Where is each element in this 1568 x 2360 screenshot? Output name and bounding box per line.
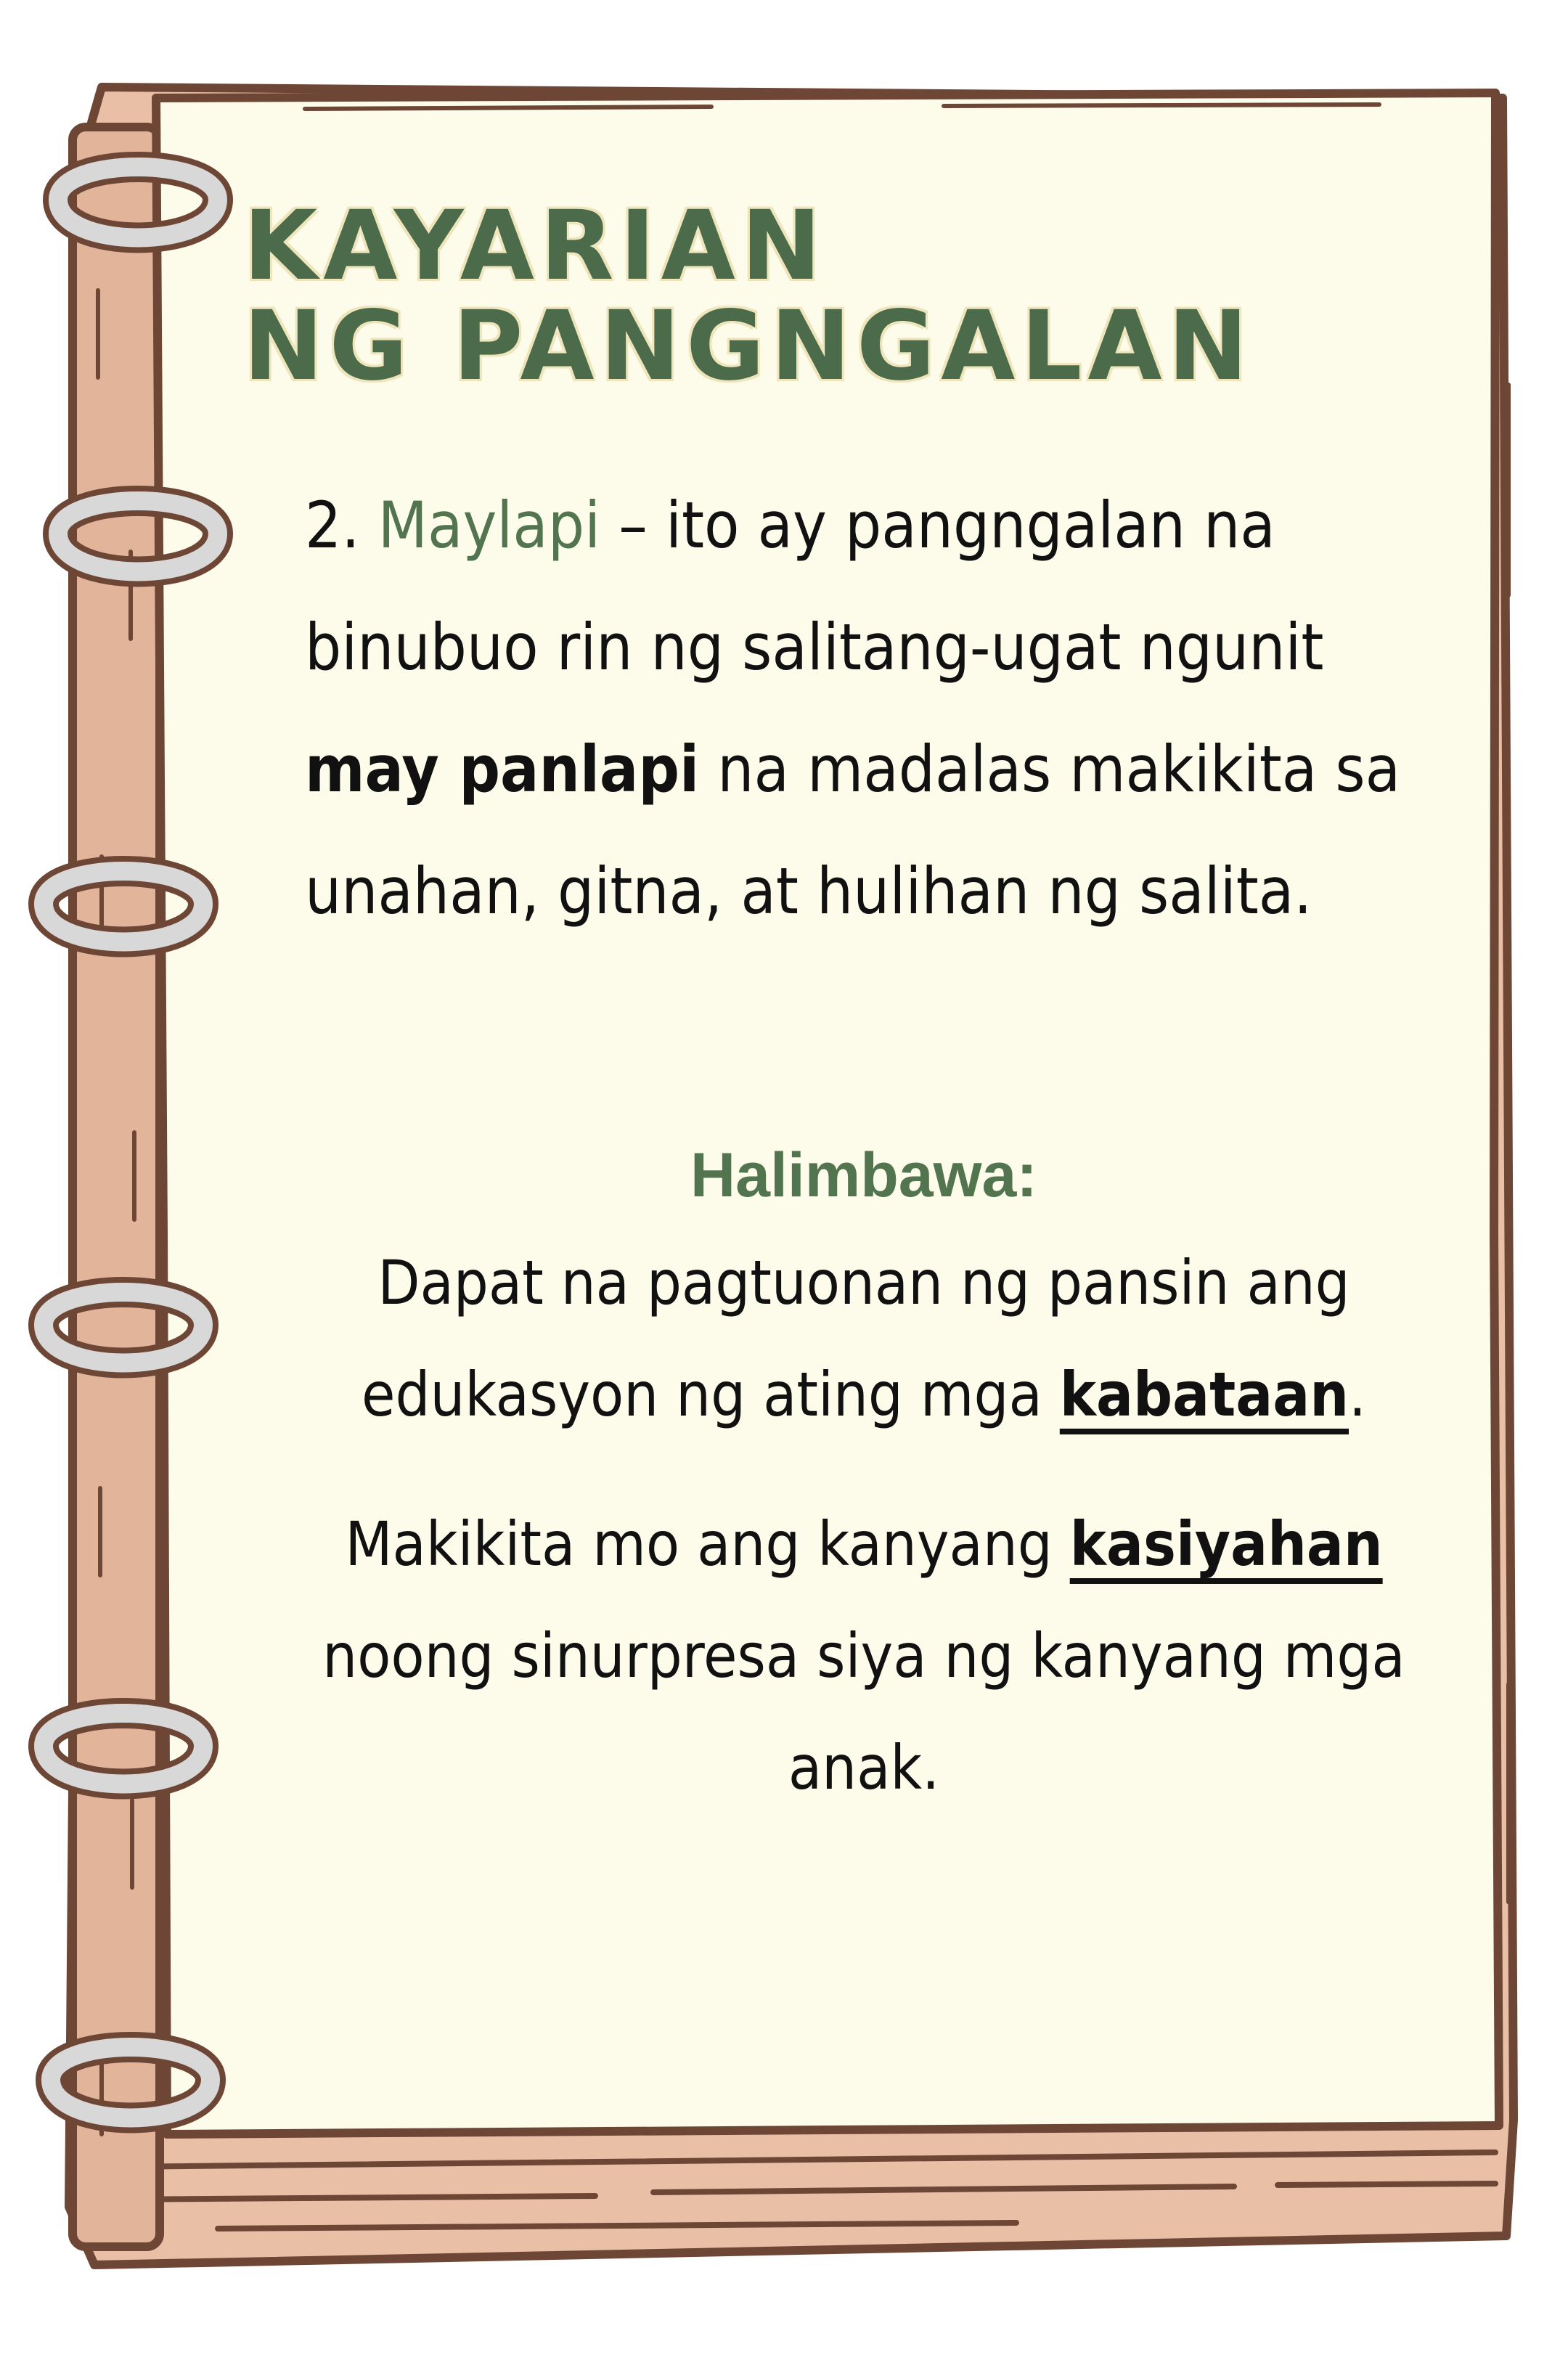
example-sentence-2 <box>290 1488 1437 1824</box>
definition-paragraph <box>305 465 1423 952</box>
examples-heading: Halimbawa: <box>690 1140 1037 1210</box>
example-1-highlighted-word: kabataan <box>1059 1359 1349 1430</box>
definition-term: Maylapi <box>377 488 601 563</box>
example-2-text-before: Makikita mo ang kanyang <box>345 1508 1070 1580</box>
definition-bold-phrase: may panlapi <box>305 732 700 807</box>
example-2-text-after: noong sinurpresa siya ng kanyang mga anak. <box>322 1620 1405 1803</box>
title-line-2: NG PANGNGALAN <box>243 290 1254 402</box>
example-sentence-1 <box>290 1227 1437 1450</box>
definition-text-2: na madalas makikita sa unahan, gitna, at hulihan ng salita. <box>305 732 1401 928</box>
notebook-spine <box>73 127 160 2247</box>
definition-text-1: – ito ay pangngalan na binubuo rin ng salitang-ugat ngunit <box>305 488 1324 685</box>
definition-number: 2. <box>305 488 360 563</box>
example-1-text-before: Dapat na pagtuonan ng pansin ang edukasyon ng ating mga <box>361 1247 1350 1430</box>
title-line-1: KAYARIAN <box>243 190 828 302</box>
example-2-highlighted-word: kasiyahan <box>1069 1508 1383 1580</box>
page-title <box>243 190 1254 402</box>
example-1-text-after: . <box>1349 1359 1367 1430</box>
